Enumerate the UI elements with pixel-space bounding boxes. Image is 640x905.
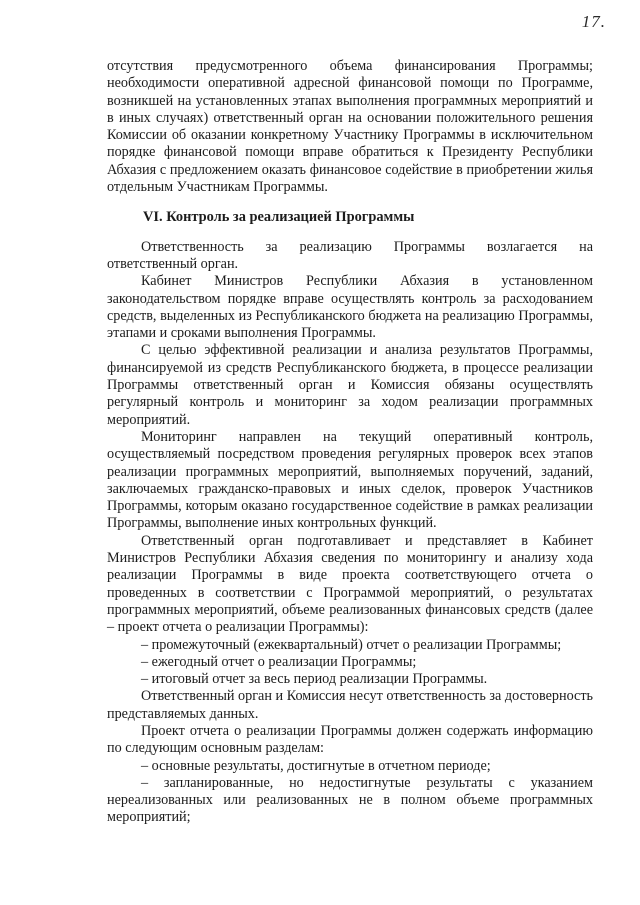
paragraph-report-contents: Проект отчета о реализации Программы должен содержать информацию по следующим основным разделам: [107, 722, 593, 757]
list-item-interim-report: – промежуточный (ежеквартальный) отчет о реализации Программы; [141, 636, 562, 653]
paragraph-cabinet-control: Кабинет Министров Республики Абхазия в установленном законодательством порядке вправе осуществлять контроль за расходованием средств, выделенных из Республиканского бюджета на реализацию Программы, этапами и сроками выполнения Программы. [107, 273, 593, 342]
paragraph-data-accuracy: Ответственный орган и Комиссия несут ответственность за достоверность представляемых данных. [107, 688, 593, 722]
paragraph-responsibility: Ответственность за реализацию Программы возлагается на ответственный орган. [107, 238, 593, 272]
paragraph-continuation: отсутствия предусмотренного объема финансирования Программы; необходимости оперативной адресной финансовой помощи по Программе, возникшей на установленных этапах выполнения программных мероприятий и в иных случаях) ответственный орган на основании положительного решения Комиссии об оказании конкретному Участнику Программы в исключительном порядке финансовой помощи вправе обратиться к Президенту Республики Абхазия с предложением оказать финансовое содействие в приобретении жилья отдельным Участникам Программы. [107, 58, 593, 196]
list-item-unachieved-results: – запланированные, но недостигнутые результаты с указанием нереализованных или реализованных не в полном объеме программных мероприятий; [107, 774, 593, 826]
document-body [107, 58, 593, 827]
paragraph-monitoring-duty: С целью эффективной реализации и анализа результатов Программы, финансируемой из средств Республиканского бюджета, в процессе реализации Программы ответственный орган и Комиссия обязаны осуществлять регулярный контроль и мониторинг за ходом реализации программных мероприятий. [107, 342, 593, 428]
list-item-annual-report: – ежегодный отчет о реализации Программы; [141, 653, 417, 670]
paragraph-monitoring-definition: Мониторинг направлен на текущий оперативный контроль, осуществляемый посредством проведения регулярных проверок всех этапов реализации программных мероприятий, выполняемых поручений, заданий, заключаемых гражданско-правовых и иных сделок, проверок Участников Программы, которым оказано государственное содействие в рамках реализации Программы, выполнение иных контрольных функций. [107, 428, 593, 532]
list-item-final-report: – итоговый отчет за весь период реализации Программы. [141, 671, 488, 688]
list-item-main-results: – основные результаты, достигнутые в отчетном периоде; [141, 757, 491, 774]
page-number: 17. [581, 12, 606, 31]
section-heading: VI. Контроль за реализацией Программы [143, 209, 415, 226]
paragraph-report-submission: Ответственный орган подготавливает и представляет в Кабинет Министров Республики Абхазия сведения по мониторингу и анализу хода реализации Программы в виде проекта соответствующего отчета о проведенных в соответствии с Программой мероприятий, о результатах программных мероприятий, объеме реализованных финансовых средств (далее – проект отчета о реализации Программы): [107, 532, 593, 636]
